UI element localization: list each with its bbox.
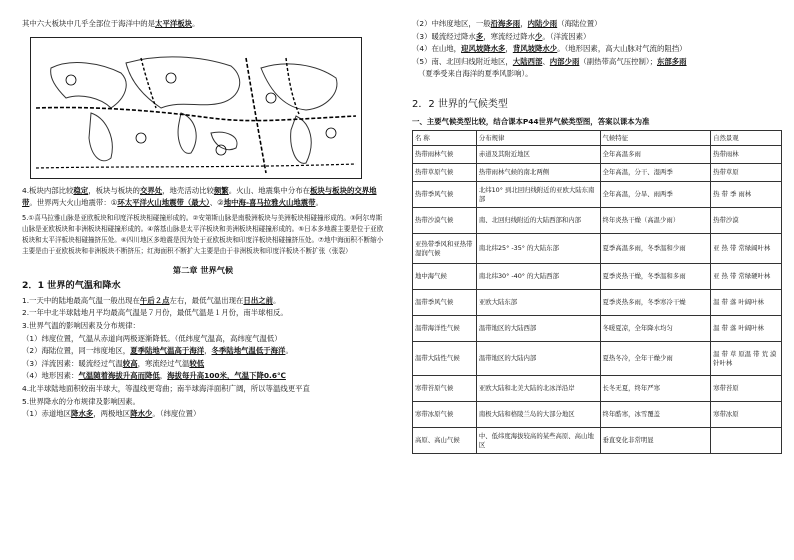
cell: 热 带 季 雨林 [711,182,782,208]
temp-3-1: （1）纬度位置，气温从赤道向两极逐渐降低。（低纬度气温高，高纬度气温低） [22,333,282,343]
table-row [413,290,782,316]
plate-map [30,37,362,179]
cell: 终年酷寒，冰雪覆盖 [600,402,711,428]
table-row [413,146,782,164]
cell: 温带海洋性气候 [413,316,477,342]
cell: 南、北回归线附近的大陆西部和内部 [476,208,600,234]
temp-3-3: （3）洋流因素：暖流经过气温较高，寒流经过气温较低 [22,358,205,368]
table-row [413,428,782,454]
cell: 赤道及其附近地区 [476,146,600,164]
table-row [413,342,782,376]
cell: 亚 热 带 常绿硬叶林 [711,264,782,290]
table-row [413,402,782,428]
table-row [413,182,782,208]
cell: 寒带苔原气候 [413,376,477,402]
rain-2: （2）中纬度地区，一般沿海多雨，内陆少雨（海陆位置） [412,19,602,28]
rain-5: （5）南、北回归线附近地区，大陆西部、内部少雨（副热带高气压控制）；东部多雨 [412,56,687,66]
cell: 终年炎热干燥（高温少雨） [600,208,711,234]
cell: 中、低纬度海拔较高的某些高原、高山地区 [476,428,600,454]
table-row [413,164,782,182]
header-features: 气候特征 [600,131,711,146]
cell: 亚热带季风和亚热带湿润气候 [413,234,477,264]
para-4: 4.板块内部比较稳定，板块与板块的交界处，地壳活动比较频繁。火山、地震集中分布在板块与板块的交界地带。世界两大火山地震带：①环太平洋火山地震带（最大）、②地中海-喜马拉雅火山地震带。 [22,185,377,208]
cell: 南极大陆和格陵兰岛的大部分地区 [476,402,600,428]
cell: 全年高温多雨 [600,146,711,164]
cell: 夏季炎热多雨，冬季寒冷干燥 [600,290,711,316]
cell: 热带沙漠气候 [413,208,477,234]
cell: 北纬10° 到北回归线附近的亚欧大陆东南部 [476,182,600,208]
temp-2: 2.一年中北半球陆地月平均最高气温是７月份，最低气温是１月份，南半球相反。 [22,308,288,318]
rain-4: （4）在山地，迎风坡降水多，背风坡降水少。（地形因素，高大山脉对气流的阻挡） [412,44,687,54]
temp-1: 1.一天中的陆地最高气温一般出现在午后２点左右，最低气温出现在日出之前。 [22,295,281,305]
cell: 温 带 草 原温 带 荒 漠针叶林 [711,342,782,376]
table-row [413,208,782,234]
plate-map-drawing [31,38,361,178]
cell: 热带草原 [711,164,782,182]
cell: 南北纬25° -35° 的大陆东部 [476,234,600,264]
cell [711,428,782,454]
cell: 夏季炎热干燥，冬季温和多雨 [600,264,711,290]
cell: 热带雨林气候的南北两侧 [476,164,600,182]
temp-3-4: （4）地形因素：气温随着海拔升高而降低，海拔每升高100米，气温下降0.6℃ [22,371,286,381]
right-column [412,18,782,454]
temp-5-1: （1）赤道地区降水多，两极地区降水少。（纬度位置） [22,409,201,419]
temp-4: 4.北半球陆地面积较南半球大，等温线更弯曲；南半球海洋面积广阔，所以等温线更平直 [22,383,310,393]
cell: 寒带苔原 [711,376,782,402]
cell: 亚 热 带 常绿阔叶林 [711,234,782,264]
left-column [22,18,384,421]
cell: 全年高温，分干、湿两季 [600,164,711,182]
header-landscape: 自然景观 [711,131,782,146]
cell: 热带沙漠 [711,208,782,234]
table-row [413,316,782,342]
cell: 地中海气候 [413,264,477,290]
temp-3: 3.世界气温的影响因素及分布规律： [22,320,140,330]
cell: 夏季高温多雨，冬季温和少雨 [600,234,711,264]
table-header-row [413,131,782,146]
header-distribution: 分布规律 [476,131,600,146]
section-title-climate: 2．2 世界的气候类型 [412,98,508,110]
cell: 温带季风气候 [413,290,477,316]
cell: 冬暖夏凉，全年降水均匀 [600,316,711,342]
cell: 热带草原气候 [413,164,477,182]
cell: 热带雨林 [711,146,782,164]
climate-table [412,130,782,454]
table-row [413,234,782,264]
table-intro: 一、主要气候类型比较，结合课本P44世界气候类型图，答案以课本为准 [412,116,650,126]
cell: 温带地区的大陆西部 [476,316,600,342]
cell: 寒带冰原 [711,402,782,428]
cell: 寒带冰原气候 [413,402,477,428]
para-5: 5.①喜马拉雅山脉是亚欧板块和印度洋板块相碰撞形成的。②安第斯山脉是南极洲板块与美洲板块相碰撞形成的。③阿尔卑斯山脉是亚欧板块和非洲板块相碰撞形成的。④落基山脉是太平洋板块和美洲板块相碰撞形成的。⑤日本多地震主要是位于亚欧板块和太平洋板块相碰撞挤压处。⑥四川地区多地震是因为处于亚欧板块和印度洋板块相碰撞挤压处。⑦地中海面积不断缩小主要是由于亚欧板块和非洲板块不断挤压；红海面积不断扩大主要是由于非洲板块和印度洋板块不断扩张（张裂） [22,213,384,256]
cell: 全年高温，分旱、雨两季 [600,182,711,208]
cell: 高原、高山气候 [413,428,477,454]
cell: 亚欧大陆东部 [476,290,600,316]
table-row [413,264,782,290]
cell: 长冬无夏，终年严寒 [600,376,711,402]
intro-line: 其中六大板块中几乎全部位于海洋中的是太平洋板块。 [22,19,200,28]
temp-5: 5.世界降水的分布规律及影响因素。 [22,396,140,406]
chapter-title: 第二章 世界气候 [172,264,234,275]
cell: 热带季风气候 [413,182,477,208]
section-title: 2．1 世界的气温和降水 [22,280,121,292]
cell: 温 带 落 叶阔叶林 [711,316,782,342]
cell: 温带大陆性气候 [413,342,477,376]
rain-5-cont: （夏季受来自海洋的夏季风影响）。 [418,69,533,79]
cell: 亚欧大陆和北美大陆的北冰洋沿岸 [476,376,600,402]
cell: 垂直变化非常明显 [600,428,711,454]
cell: 热带雨林气候 [413,146,477,164]
cell: 温带地区的大陆内部 [476,342,600,376]
table-row [413,376,782,402]
cell: 夏热冬冷，全年干燥少雨 [600,342,711,376]
header-name: 名 称 [413,131,477,146]
cell: 南北纬30° -40° 的大陆西部 [476,264,600,290]
cell: 温 带 落 叶阔叶林 [711,290,782,316]
temp-3-2: （2）海陆位置，同一纬度地区，夏季陆地气温高于海洋，冬季陆地气温低于海洋。 [22,346,293,356]
rain-3: （3）暖流经过降水多，寒流经过降水少。（洋流因素） [412,31,591,41]
